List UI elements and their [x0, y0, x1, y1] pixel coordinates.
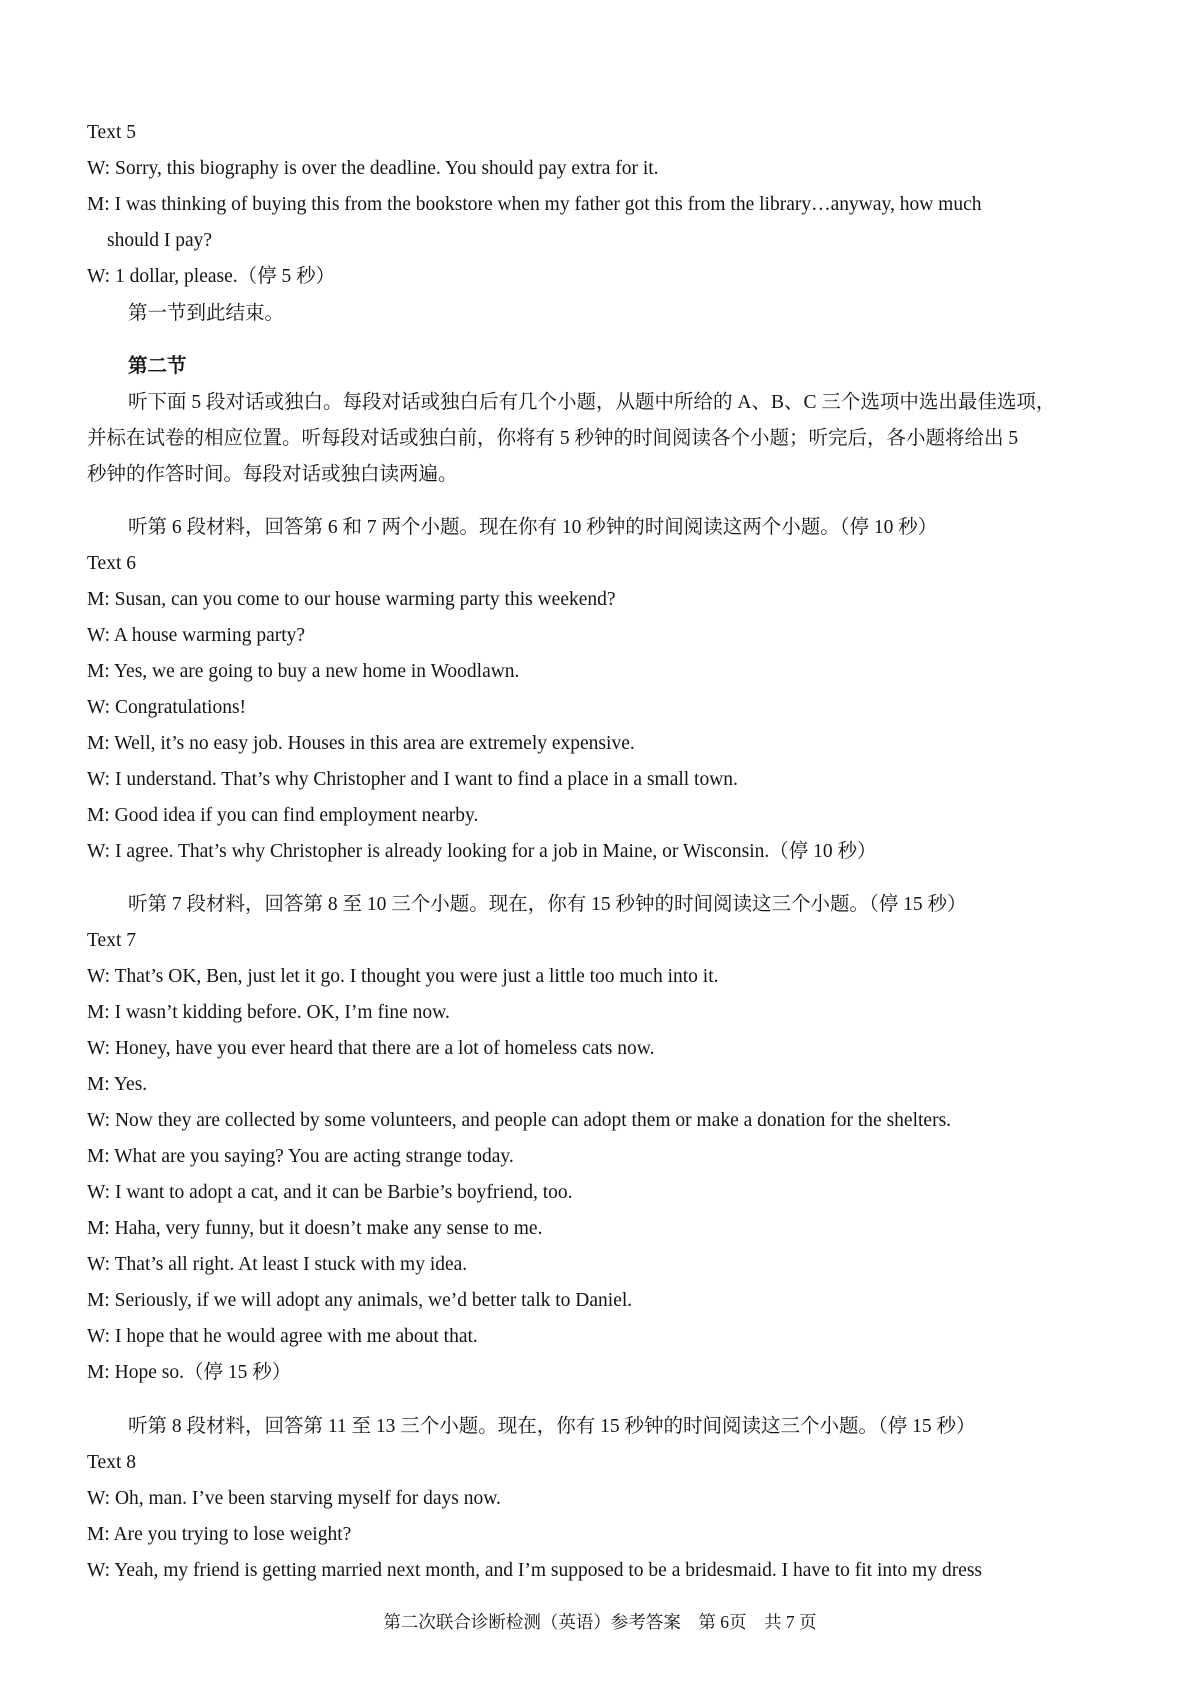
dialogue-line: W: Yeah, my friend is getting married next month, and I’m supposed to be a bridesmaid. I have to fit into my dress — [87, 1560, 983, 1581]
dialogue-line: W: That’s OK, Ben, just let it go. I thought you were just a little too much into it. — [87, 966, 719, 987]
dialogue-line: W: Sorry, this biography is over the deadline. You should pay extra for it. — [87, 158, 659, 179]
dialogue-line: W: I want to adopt a cat, and it can be Barbie’s boyfriend, too. — [87, 1182, 573, 1203]
dialogue-line: M: Haha, very funny, but it doesn’t make any sense to me. — [87, 1218, 543, 1239]
dialogue-line: W: I understand. That’s why Christopher and I want to find a place in a small town. — [87, 769, 738, 790]
text5-heading: Text 5 — [87, 122, 136, 143]
dialogue-line: W: Now they are collected by some volunteers, and people can adopt them or make a donation for the shelters. — [87, 1110, 952, 1131]
dialogue-line: M: Well, it’s no easy job. Houses in this area are extremely expensive. — [87, 733, 635, 754]
page-footer: 第二次联合诊断检测（英语）参考答案 第 6页 共 7 页 — [383, 1612, 817, 1632]
dialogue-line: W: A house warming party? — [87, 625, 306, 646]
dialogue-line: W: 1 dollar, please.（停 5 秒） — [87, 266, 336, 287]
dialogue-line: M: Good idea if you can find employment nearby. — [87, 805, 479, 826]
dialogue-line: M: What are you saying? You are acting strange today. — [87, 1146, 514, 1167]
dialogue-line: M: Hope so.（停 15 秒） — [87, 1362, 292, 1383]
dialogue-line: M: Yes, we are going to buy a new home in Woodlawn. — [87, 661, 520, 682]
dialogue-line: W: Congratulations! — [87, 697, 247, 718]
text7-heading: Text 7 — [87, 930, 136, 951]
instruction-line: 并标在试卷的相应位置。听每段对话或独白前，你将有 5 秒钟的时间阅读各个小题；听完后，各小题将给出 5 — [87, 428, 1019, 449]
dialogue-line: W: Oh, man. I’ve been starving myself for days now. — [87, 1488, 501, 1509]
listening-prompt: 听第 8 段材料，回答第 11 至 13 三个小题。现在，你有 15 秒钟的时间阅读这三个小题。（停 15 秒） — [128, 1416, 976, 1437]
dialogue-line: M: Yes. — [87, 1074, 148, 1095]
section-two-heading: 第二节 — [128, 356, 187, 377]
dialogue-line: W: That’s all right. At least I stuck with my idea. — [87, 1254, 468, 1275]
dialogue-line: W: I agree. That’s why Christopher is already looking for a job in Maine, or Wisconsin.（停 10 秒） — [87, 841, 877, 862]
section-end-note: 第一节到此结束。 — [128, 303, 285, 324]
listening-prompt: 听第 7 段材料，回答第 8 至 10 三个小题。现在，你有 15 秒钟的时间阅读这三个小题。（停 15 秒） — [128, 894, 967, 915]
text8-heading: Text 8 — [87, 1452, 136, 1473]
instruction-line: 秒钟的作答时间。每段对话或独白读两遍。 — [87, 464, 458, 485]
dialogue-line: M: Susan, can you come to our house warming party this weekend? — [87, 589, 616, 610]
dialogue-line: M: I wasn’t kidding before. OK, I’m fine now. — [87, 1002, 450, 1023]
listening-prompt: 听第 6 段材料，回答第 6 和 7 两个小题。现在你有 10 秒钟的时间阅读这两个小题。（停 10 秒） — [128, 517, 938, 538]
instruction-line: 听下面 5 段对话或独白。每段对话或独白后有几个小题，从题中所给的 A、B、C 三个选项中选出最佳选项， — [128, 392, 1056, 413]
text6-heading: Text 6 — [87, 553, 136, 574]
dialogue-line: W: Honey, have you ever heard that there are a lot of homeless cats now. — [87, 1038, 655, 1059]
dialogue-line-continuation: should I pay? — [107, 230, 213, 251]
dialogue-line: M: I was thinking of buying this from the bookstore when my father got this from the library…anyway, how much — [87, 194, 982, 215]
dialogue-line: W: I hope that he would agree with me about that. — [87, 1326, 478, 1347]
dialogue-line: M: Seriously, if we will adopt any animals, we’d better talk to Daniel. — [87, 1290, 633, 1311]
dialogue-line: M: Are you trying to lose weight? — [87, 1524, 352, 1545]
